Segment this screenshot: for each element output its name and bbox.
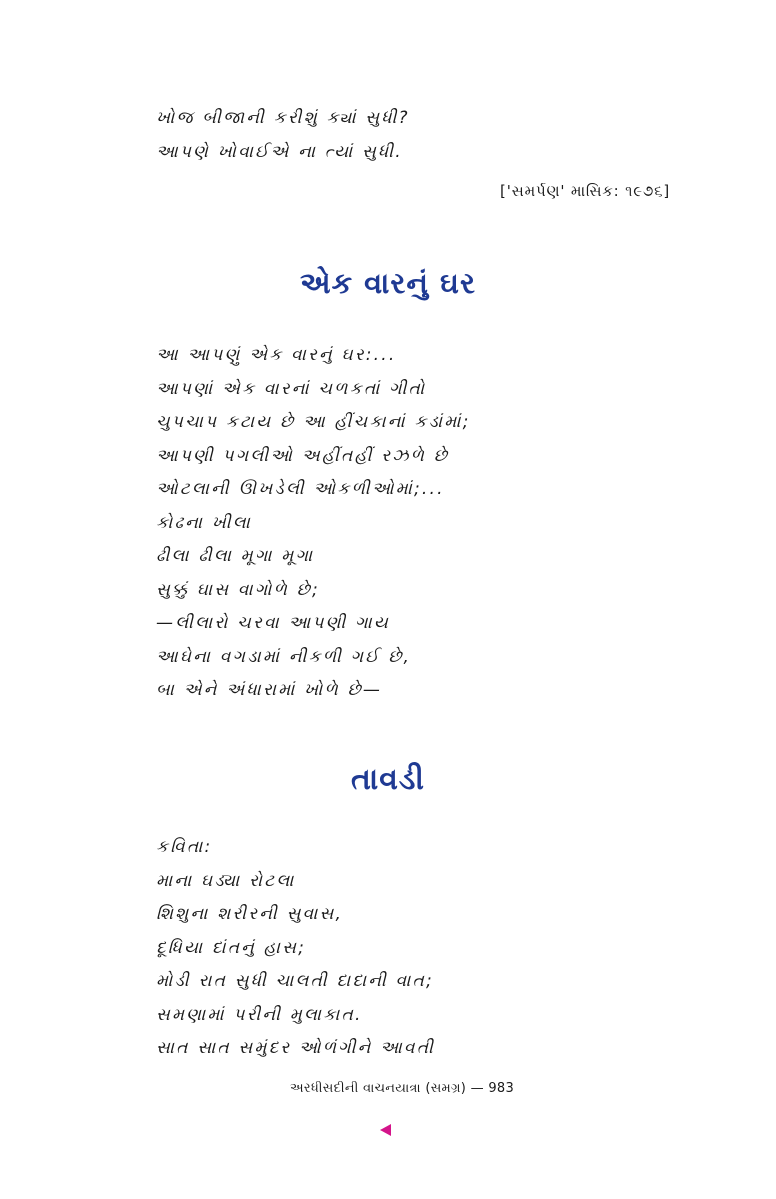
poem-line: સમણામાં પરીની મુલાકાત.: [156, 1004, 363, 1025]
poem-line: બા એને અંધારામાં ખોળે છે—: [156, 680, 383, 700]
poem-line: ઓટલાની ઊખડેલી ઓકળીઓમાં;...: [156, 479, 445, 499]
source-citation: ['સમર્પણ' માસિક: ૧૯૭૬]: [500, 182, 670, 200]
poem-line: ખોજ બીજાની કરીશું ક્યાં સુધી?: [156, 108, 410, 128]
poem-line: ઢીલા ઢીલા મૂગા મૂગા: [156, 546, 315, 566]
poem-line: શિશુના શરીરની સુવાસ,: [156, 904, 344, 924]
poem-line: ચુપચાપ કટાય છે આ હીંચકાનાં કડાંમાં;: [156, 412, 471, 432]
poem-line: આઘેના વગડામાં નીકળી ગઈ છે,: [156, 646, 412, 667]
poem-line: મોડી રાત સુધી ચાલતી દાદાની વાત;: [156, 971, 434, 991]
poem-line: કવિતા:: [156, 837, 213, 857]
page-footer: અરધીસદીની વાચનયાત્રા (સમગ્ર) — 983: [289, 1081, 515, 1096]
poem-title: તાવડી: [351, 762, 425, 797]
triangle-left-icon[interactable]: [380, 1124, 391, 1136]
poem-body: [156, 339, 471, 708]
poem-title: એક વારનું ઘર: [300, 266, 476, 300]
poem-line: આપણાં એક વારનાં ચળકતાં ગીતો: [156, 378, 427, 399]
poem-line: આપણી પગલીઓ અહીંતહીં રઝળે છે: [156, 445, 450, 466]
intro-stanza: [156, 102, 410, 169]
poem-line: —લીલારો ચરવા આપણી ગાય: [156, 613, 390, 633]
poem-line: સુક્કું ઘાસ વાગોળે છે;: [156, 579, 320, 600]
poem-line: આ આપણું એક વારનું ઘર:...: [156, 345, 397, 365]
poem-line: કોઢના ખીલા: [156, 512, 252, 533]
poem-body: [156, 831, 435, 1066]
poem-line: દૂધિયા દાંતનું હાસ;: [156, 937, 306, 958]
poem-line: માના ઘડ્યા રોટલા: [156, 870, 296, 891]
poem-line: આપણે ખોવાઈએ ના ત્યાં સુધી.: [156, 141, 403, 162]
poem-line: સાત સાત સમુંદર ઓળંગીને આવતી: [156, 1038, 436, 1058]
